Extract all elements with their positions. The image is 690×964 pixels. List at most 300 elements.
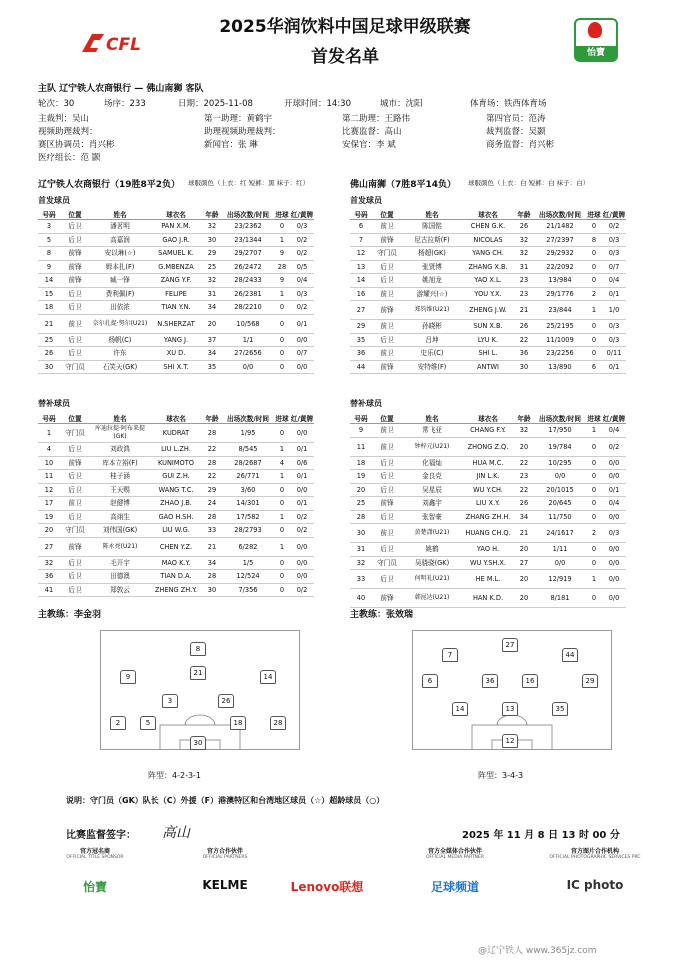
table-cell: 31: [202, 287, 222, 301]
table-cell: 0/1: [290, 470, 314, 484]
table-cell: 韩昆达(U21): [402, 589, 462, 608]
table-cell: 0/3: [602, 247, 626, 261]
table-cell: 前锋: [60, 456, 90, 470]
table-cell: 20: [202, 314, 222, 333]
sponsor-item: [40, 846, 150, 895]
match-info-item: 城市：沈阳: [380, 99, 423, 109]
table-cell: 17/950: [534, 424, 586, 438]
table-row: [38, 301, 314, 315]
official-item: 安保官：李 斌: [342, 140, 396, 150]
table-cell: 0/2: [290, 301, 314, 315]
table-cell: 28/2433: [222, 274, 274, 288]
table-cell: 金良克: [402, 470, 462, 484]
table-row: [350, 274, 626, 288]
table-cell: 7/356: [222, 583, 274, 597]
table-cell: 28/2210: [222, 301, 274, 315]
table-cell: 20: [514, 543, 534, 557]
table-cell: 28/2687: [222, 456, 274, 470]
table-cell: 29: [350, 320, 372, 334]
table-cell: WANG T.C.: [150, 483, 202, 497]
table-cell: 28: [202, 424, 222, 443]
table-row: [350, 247, 626, 261]
home-subs-table: [38, 412, 314, 597]
table-cell: 姆本扎(F): [90, 260, 150, 274]
table-cell: 后卫: [60, 287, 90, 301]
match-info-item: 开球时间：14:30: [284, 99, 351, 109]
table-cell: 0/0: [290, 360, 314, 374]
table-cell: 后卫: [372, 274, 402, 288]
table-cell: 3: [38, 220, 60, 234]
table-cell: 0/0: [290, 570, 314, 584]
column-header: 球衣名: [150, 412, 202, 424]
table-cell: 28: [274, 260, 290, 274]
jersey: 8: [190, 642, 206, 656]
table-cell: 36: [350, 347, 372, 361]
table-row: [350, 483, 626, 497]
jersey: 12: [502, 734, 518, 748]
table-cell: JIN L.K.: [462, 470, 514, 484]
table-row: [350, 424, 626, 438]
table-cell: 34: [514, 510, 534, 524]
table-cell: 44: [350, 360, 372, 374]
table-cell: 0/0: [290, 333, 314, 347]
table-cell: 守门员: [372, 247, 402, 261]
table-cell: 6/282: [222, 537, 274, 556]
table-row: [38, 497, 314, 511]
table-cell: 库本立裕(F): [90, 456, 150, 470]
table-cell: 前卫: [372, 347, 402, 361]
table-cell: 7: [350, 233, 372, 247]
table-cell: 0/7: [290, 347, 314, 361]
table-cell: 28: [202, 570, 222, 584]
table-cell: 0/3: [602, 233, 626, 247]
table-cell: 6: [586, 360, 602, 374]
away-team-name: 佛山南狮（7胜8平14负）: [350, 180, 457, 190]
table-cell: 0: [274, 314, 290, 333]
table-cell: 14/301: [222, 497, 274, 511]
table-row: [350, 456, 626, 470]
official-item: 裁判监督：吴颢: [486, 127, 546, 137]
column-header: 出场次数/时间: [534, 412, 586, 424]
table-cell: 9: [38, 260, 60, 274]
column-header: 年龄: [514, 208, 534, 220]
away-subs-table-wrap: [350, 412, 626, 608]
table-cell: 15: [38, 287, 60, 301]
sponsor-sub: OFFICIAL TITLE SPONSOR: [66, 855, 124, 860]
match-info-item: 日期：2025-11-08: [178, 99, 253, 109]
table-cell: 25: [202, 260, 222, 274]
table-cell: 陈永亮(U21): [90, 537, 150, 556]
table-cell: 20: [514, 570, 534, 589]
table-cell: 石笑天(GK): [90, 360, 150, 374]
table-cell: GAO J.R.: [150, 233, 202, 247]
table-cell: 4: [274, 456, 290, 470]
table-cell: 35: [202, 360, 222, 374]
official-item: 新闻官：张 琳: [204, 140, 258, 150]
table-cell: 0/3: [290, 287, 314, 301]
table-cell: SUN X.B.: [462, 320, 514, 334]
table-cell: 33: [350, 570, 372, 589]
column-header: 球衣名: [462, 208, 514, 220]
table-cell: 0: [586, 589, 602, 608]
table-cell: 后卫: [60, 347, 90, 361]
table-cell: 后卫: [60, 443, 90, 457]
table-cell: 26: [514, 320, 534, 334]
table-cell: 21: [514, 524, 534, 543]
table-cell: GUI Z.H.: [150, 470, 202, 484]
table-cell: 10/568: [222, 314, 274, 333]
table-row: [350, 437, 626, 456]
table-cell: LIU W.G.: [150, 524, 202, 538]
table-cell: SHI X.T.: [150, 360, 202, 374]
table-row: [38, 570, 314, 584]
table-cell: ZHENG ZH.Y.: [150, 583, 202, 597]
table-cell: 1: [274, 233, 290, 247]
table-cell: 30: [202, 233, 222, 247]
table-cell: 奈尔扎提·努尔(U21): [90, 314, 150, 333]
table-cell: 0/3: [602, 333, 626, 347]
table-cell: 22: [202, 443, 222, 457]
table-cell: 0: [274, 333, 290, 347]
table-cell: 吴星辰: [402, 483, 462, 497]
table-cell: 后卫: [60, 233, 90, 247]
table-cell: 34: [202, 301, 222, 315]
table-cell: 32: [202, 274, 222, 288]
table-cell: YANG CH.: [462, 247, 514, 261]
table-cell: 27: [350, 301, 372, 320]
table-cell: 前卫: [372, 524, 402, 543]
table-cell: 30: [350, 524, 372, 543]
table-cell: 19/784: [534, 437, 586, 456]
table-cell: 前锋: [372, 233, 402, 247]
table-cell: 前锋: [372, 360, 402, 374]
table-cell: 19: [38, 510, 60, 524]
table-cell: 0/6: [290, 456, 314, 470]
column-header: 进球: [586, 412, 602, 424]
table-cell: 库迪拉提·阿布来提(GK): [90, 424, 150, 443]
table-row: [350, 510, 626, 524]
sponsor-item: [272, 846, 382, 895]
table-cell: 0: [274, 570, 290, 584]
table-cell: 30: [202, 583, 222, 597]
away-kit: 球服颜色（上衣：白 短裤：白 袜子：白）: [468, 179, 590, 187]
home-team-name: 辽宁铁人农商银行（19胜8平2负）: [38, 180, 181, 190]
table-cell: 0/0: [290, 556, 314, 570]
sponsor-brand: 怡寶: [82, 880, 107, 894]
column-header: 姓名: [90, 412, 150, 424]
column-header: 号码: [38, 208, 60, 220]
home-subs-label: 替补球员: [38, 399, 70, 408]
home-kit: 球服颜色（上衣：红 短裤：黑 袜子：红）: [188, 179, 310, 187]
table-cell: 26/771: [222, 470, 274, 484]
table-cell: SAMUEL K.: [150, 247, 202, 261]
column-header: 姓名: [402, 412, 462, 424]
table-row: [38, 347, 314, 361]
table-cell: 23/2256: [534, 347, 586, 361]
table-cell: 1: [274, 537, 290, 556]
table-cell: 8: [38, 247, 60, 261]
table-cell: 前锋: [60, 260, 90, 274]
table-cell: 后卫: [60, 470, 90, 484]
table-cell: 12: [38, 483, 60, 497]
table-cell: 11: [38, 470, 60, 484]
table-cell: 12: [350, 247, 372, 261]
table-row: [350, 233, 626, 247]
jersey: 13: [502, 702, 518, 716]
table-row: [38, 233, 314, 247]
table-cell: 14: [350, 274, 372, 288]
table-cell: 0/0: [290, 537, 314, 556]
table-cell: 前卫: [60, 497, 90, 511]
table-cell: CHEN G.K.: [462, 220, 514, 234]
column-header: 红/黄牌: [290, 208, 314, 220]
table-cell: 0: [274, 556, 290, 570]
away-pitch: [412, 630, 612, 750]
table-row: [38, 360, 314, 374]
table-cell: TIAN D.A.: [150, 570, 202, 584]
table-cell: 0/0: [222, 360, 274, 374]
table-cell: 0/1: [290, 314, 314, 333]
table-cell: 30: [38, 360, 60, 374]
column-header: 进球: [586, 208, 602, 220]
table-cell: 尼古拉斯(F): [402, 233, 462, 247]
table-cell: 21: [202, 537, 222, 556]
table-cell: 0/2: [602, 220, 626, 234]
table-cell: WU Y.SH.X.: [462, 556, 514, 570]
table-cell: 27: [38, 537, 60, 556]
table-cell: FELIPE: [150, 287, 202, 301]
table-cell: 姚旭龙: [402, 274, 462, 288]
sponsor-item: [170, 846, 280, 892]
table-cell: 后卫: [60, 556, 90, 570]
table-cell: ZHANG X.B.: [462, 260, 514, 274]
table-cell: GAO H.SH.: [150, 510, 202, 524]
signature-datetime: 2025 年 11 月 8 日 13 时 00 分: [462, 830, 620, 841]
sponsor-logo-text: 怡寶: [576, 46, 616, 60]
table-cell: SHI L.: [462, 347, 514, 361]
table-cell: 赵健博: [90, 497, 150, 511]
table-cell: G.MBENZA: [150, 260, 202, 274]
table-cell: 1/5: [222, 556, 274, 570]
table-cell: 0/3: [602, 524, 626, 543]
jersey: 30: [190, 736, 206, 750]
table-cell: KUDRAT: [150, 424, 202, 443]
table-cell: 18: [350, 456, 372, 470]
column-header: 红/黄牌: [602, 208, 626, 220]
table-row: [350, 570, 626, 589]
table-row: [350, 220, 626, 234]
sponsor-brand: KELME: [202, 878, 248, 892]
table-cell: 6: [350, 220, 372, 234]
table-cell: 23/844: [534, 301, 586, 320]
table-cell: 13: [350, 260, 372, 274]
table-cell: 史乐(C): [402, 347, 462, 361]
table-cell: 前卫: [372, 320, 402, 334]
table-cell: 守门员: [372, 556, 402, 570]
column-header: 红/黄牌: [290, 412, 314, 424]
table-cell: 0/0: [602, 589, 626, 608]
table-cell: 13/984: [534, 274, 586, 288]
column-header: 进球: [274, 412, 290, 424]
away-starters-label: 首发球员: [350, 196, 382, 205]
sponsor-label: 官方图片合作机构: [570, 848, 619, 855]
jersey: 14: [452, 702, 468, 716]
table-cell: 28: [202, 456, 222, 470]
table-cell: 1: [38, 424, 60, 443]
table-cell: 杨超(GK): [402, 247, 462, 261]
table-cell: 0/2: [290, 524, 314, 538]
table-cell: 0/2: [602, 437, 626, 456]
table-cell: 后卫: [372, 456, 402, 470]
column-header: 球衣名: [462, 412, 514, 424]
table-cell: MAO K.Y.: [150, 556, 202, 570]
table-row: [38, 260, 314, 274]
table-cell: 12/524: [222, 570, 274, 584]
column-header: 号码: [350, 412, 372, 424]
table-cell: 20/645: [534, 497, 586, 511]
jersey: 7: [442, 648, 458, 662]
table-cell: 32: [514, 247, 534, 261]
home-starters-table: [38, 208, 314, 374]
jersey: 28: [270, 716, 286, 730]
table-cell: ZHANG ZH.H.: [462, 510, 514, 524]
table-cell: 后卫: [60, 220, 90, 234]
column-header: 出场次数/时间: [534, 208, 586, 220]
table-cell: 0: [274, 301, 290, 315]
table-cell: 0: [586, 470, 602, 484]
table-row: [38, 510, 314, 524]
table-cell: 21: [514, 301, 534, 320]
table-cell: 1: [586, 570, 602, 589]
table-cell: 0/3: [290, 220, 314, 234]
table-cell: 3/60: [222, 483, 274, 497]
table-cell: 25/2195: [534, 320, 586, 334]
teams-line: 主队 辽宁铁人农商银行 — 佛山南狮 客队: [38, 84, 204, 94]
table-cell: 0/0: [602, 570, 626, 589]
table-cell: 陈国铭: [402, 220, 462, 234]
home-subs-table-wrap: [38, 412, 314, 597]
table-cell: 34: [202, 347, 222, 361]
table-row: [38, 470, 314, 484]
home-coach: 主教练：李金羽: [38, 610, 102, 620]
table-cell: 0: [274, 220, 290, 234]
table-cell: 0/0: [602, 543, 626, 557]
table-cell: ZHONG Z.Q.: [462, 437, 514, 456]
table-cell: 1/0: [602, 301, 626, 320]
table-cell: 22: [514, 456, 534, 470]
table-cell: 0/5: [290, 260, 314, 274]
table-cell: 11/1009: [534, 333, 586, 347]
jersey: 36: [482, 674, 498, 688]
table-cell: 17/582: [222, 510, 274, 524]
table-row: [38, 524, 314, 538]
table-cell: 0: [274, 424, 290, 443]
table-cell: 0/4: [602, 424, 626, 438]
home-starters-label: 首发球员: [38, 196, 70, 205]
table-cell: 0: [274, 347, 290, 361]
table-cell: 后卫: [60, 333, 90, 347]
table-cell: 0: [586, 347, 602, 361]
table-cell: 刘政鸿: [90, 443, 150, 457]
table-cell: 29/1776: [534, 287, 586, 301]
table-cell: 11/750: [534, 510, 586, 524]
table-cell: 37: [202, 333, 222, 347]
table-cell: 0/0: [602, 556, 626, 570]
table-cell: 1: [274, 287, 290, 301]
table-cell: 前锋: [372, 301, 402, 320]
table-cell: 0/0: [602, 510, 626, 524]
sponsor-sub: OFFICIAL PHOTOGRAPHIC SERVICES PRC: [549, 855, 641, 860]
table-cell: 29: [202, 247, 222, 261]
table-cell: 后卫: [60, 510, 90, 524]
table-cell: 许东: [90, 347, 150, 361]
table-cell: HE M.L.: [462, 570, 514, 589]
table-cell: 张智豪: [402, 510, 462, 524]
table-cell: 30: [514, 360, 534, 374]
table-cell: 0/2: [290, 233, 314, 247]
column-header: 出场次数/时间: [222, 208, 274, 220]
table-cell: PAN X.M.: [150, 220, 202, 234]
table-cell: 前锋: [60, 537, 90, 556]
table-cell: 0/4: [602, 497, 626, 511]
table-cell: 0/1: [290, 443, 314, 457]
away-starters-table-wrap: [350, 208, 626, 374]
table-cell: 0: [586, 497, 602, 511]
table-cell: 0/0: [534, 470, 586, 484]
table-cell: 1: [274, 470, 290, 484]
table-cell: 田德澳: [90, 570, 150, 584]
table-row: [350, 320, 626, 334]
table-cell: 前卫: [372, 220, 402, 234]
table-cell: 0: [274, 360, 290, 374]
table-cell: ANTWI: [462, 360, 514, 374]
table-row: [350, 497, 626, 511]
column-header: 红/黄牌: [602, 412, 626, 424]
table-cell: 10: [38, 456, 60, 470]
table-row: [38, 556, 314, 570]
table-cell: 0/0: [290, 483, 314, 497]
table-cell: 33: [202, 524, 222, 538]
table-cell: 0: [586, 260, 602, 274]
table-cell: 23/1344: [222, 233, 274, 247]
watermark: @辽宁铁人 www.365jz.com: [478, 946, 597, 956]
table-cell: 0/4: [290, 274, 314, 288]
table-cell: 40: [350, 589, 372, 608]
table-cell: HUANG CH.Q.: [462, 524, 514, 543]
table-row: [350, 470, 626, 484]
table-cell: 23: [514, 287, 534, 301]
table-cell: 0: [586, 543, 602, 557]
table-cell: 28/2793: [222, 524, 274, 538]
table-cell: 27: [514, 556, 534, 570]
away-coach: 主教练：张效瑞: [350, 610, 414, 620]
table-cell: 22: [202, 470, 222, 484]
table-cell: NICOLAS: [462, 233, 514, 247]
table-cell: 20: [38, 524, 60, 538]
table-cell: 何明礼(U21): [402, 570, 462, 589]
table-cell: 前锋: [372, 589, 402, 608]
official-item: 比赛监督：高山: [342, 127, 402, 137]
table-cell: 守门员: [60, 524, 90, 538]
column-header: 年龄: [202, 412, 222, 424]
away-starters-table: [350, 208, 626, 374]
table-cell: 20: [514, 437, 534, 456]
table-cell: 12/919: [534, 570, 586, 589]
table-cell: 29: [202, 483, 222, 497]
table-cell: 26: [514, 220, 534, 234]
sponsor-label: 官方合作伙伴: [206, 848, 243, 855]
table-cell: LIU X.Y.: [462, 497, 514, 511]
